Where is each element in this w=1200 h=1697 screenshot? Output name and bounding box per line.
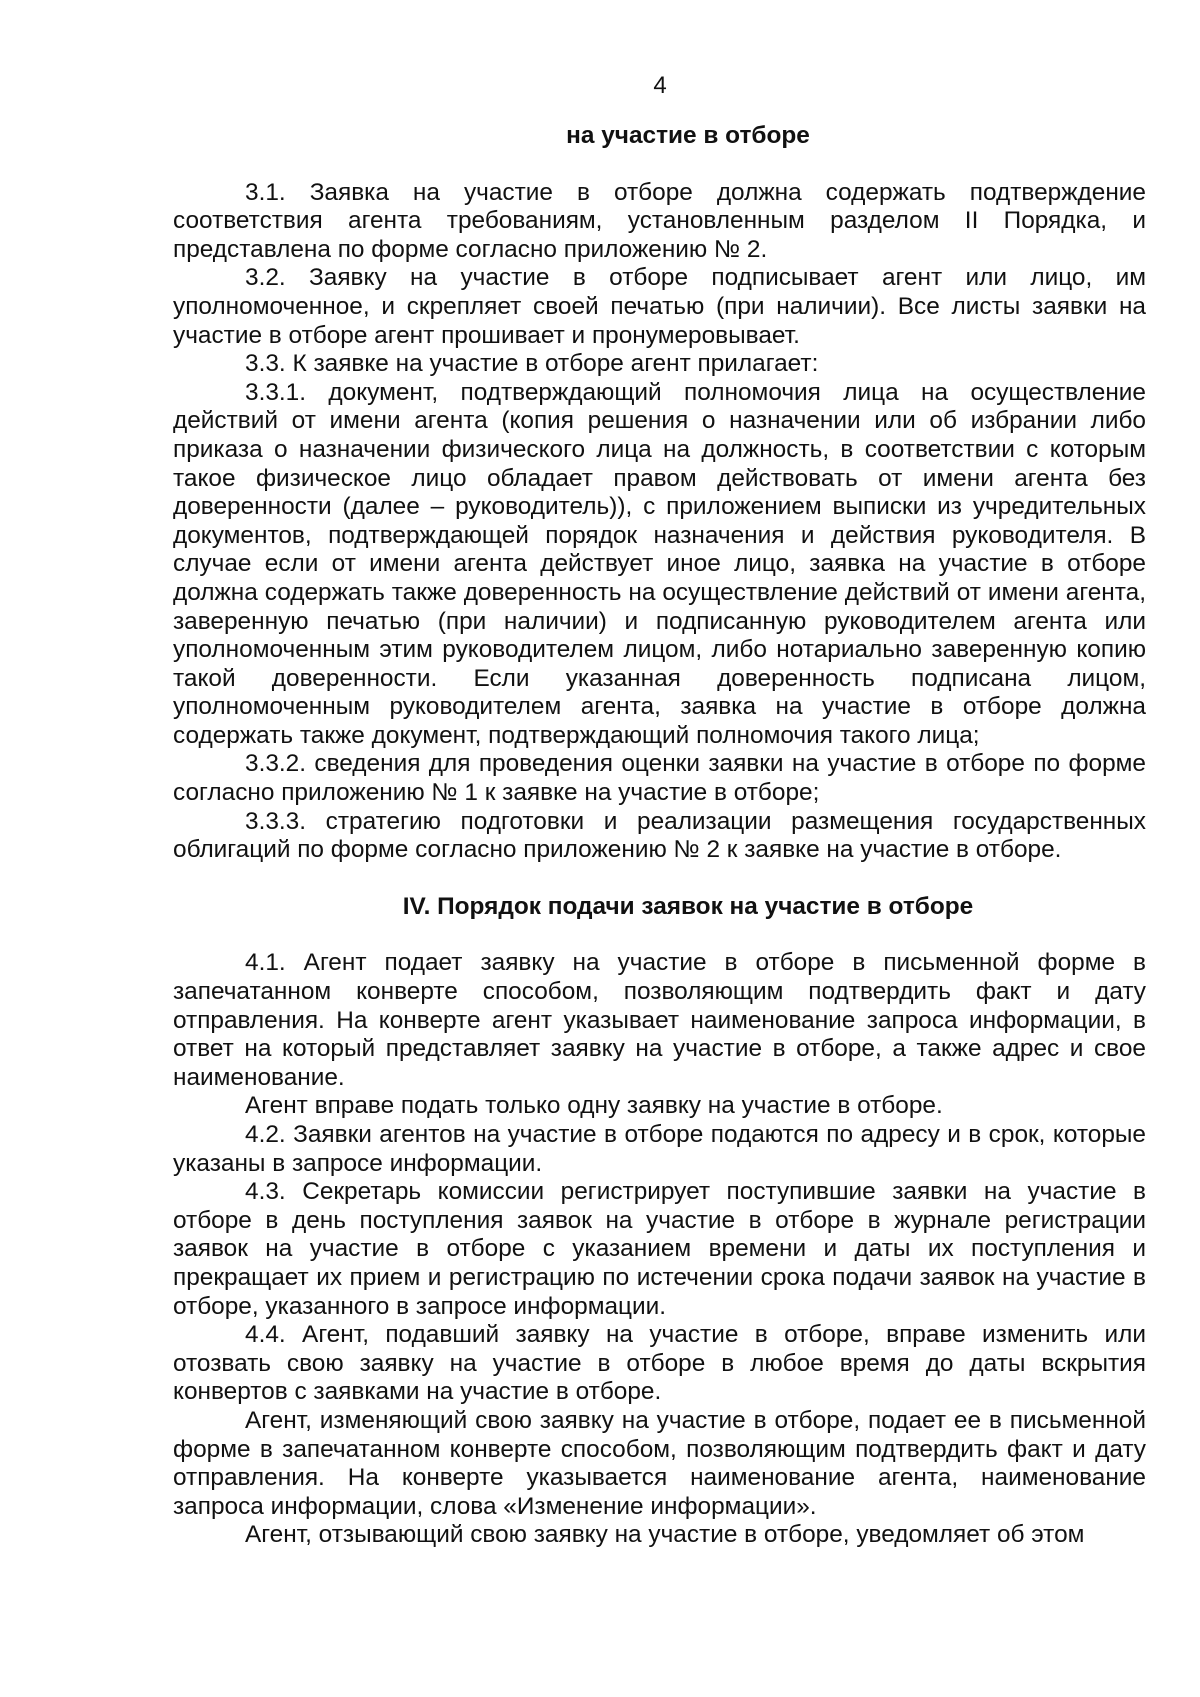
paragraph-3-3-2: 3.3.2. сведения для проведения оценки заявки на участие в отборе по форме согласно приложению № 1 к заявке на участие в отборе; (173, 750, 1146, 807)
paragraph-4-4-withdraw: Агент, отзывающий свою заявку на участие в отборе, уведомляет об этом (245, 1521, 1085, 1549)
paragraph-4-3: 4.3. Секретарь комиссии регистрирует поступившие заявки на участие в отборе в день поступления заявок на участие в отборе в журнале регистрации заявок на участие в отборе с указанием времени и даты их поступления и прекращает их прием и регистрацию по истечении срока подачи заявок на участие в отборе, указанного в запросе информации. (173, 1178, 1146, 1320)
section-3 (173, 179, 1146, 865)
paragraph-4-4: 4.4. Агент, подавший заявку на участие в отборе, вправе изменить или отозвать свою заявку на участие в отборе в любое время до даты вскрытия конвертов с заявками на участие в отборе. (173, 1321, 1146, 1406)
continued-heading: на участие в отборе (566, 122, 810, 149)
paragraph-4-4-change: Агент, изменяющий свою заявку на участие в отборе, подает ее в письменной форме в запечатанном конверте способом, позволяющим подтвердить факт и дату отправления. На конверте указывается наименование агента, наименование запроса информации, слова «Изменение информации». (173, 1406, 1146, 1520)
paragraph-3-3: 3.3. К заявке на участие в отборе агент прилагает: (245, 350, 819, 378)
page-number: 4 (653, 72, 667, 99)
section-4-heading: IV. Порядок подачи заявок на участие в отборе (402, 892, 974, 920)
section-4 (173, 949, 1146, 1549)
paragraph-4-1: 4.1. Агент подает заявку на участие в отборе в письменной форме в запечатанном конверте способом, позволяющим подтвердить факт и дату отправления. На конверте агент указывает наименование запроса информации, в ответ на который представляет заявку на участие в отборе, а также адрес и свое наименование. (173, 949, 1146, 1091)
paragraph-3-3-3: 3.3.3. стратегию подготовки и реализации размещения государственных облигаций по форме согласно приложению № 2 к заявке на участие в отборе. (173, 807, 1146, 864)
paragraph-3-3-1: 3.3.1. документ, подтверждающий полномочия лица на осуществление действий от имени агента (копия решения о назначении или об избрании либо приказа о назначении физического лица на должность, в соответствии с которым такое физическое лицо обладает правом действовать от имени агента без доверенности (далее – руководитель)), с приложением выписки из учредительных документов, подтверждающей порядок назначения и действия руководителя. В случае если от имени агента действует иное лицо, заявка на участие в отборе должна содержать также доверенность на осуществление действий от имени агента, заверенную печатью (при наличии) и подписанную руководителем агента или уполномоченным этим руководителем лицом, либо нотариально заверенную копию такой доверенности. Если указанная доверенность подписана лицом, уполномоченным руководителем агента, заявка на участие в отборе должна содержать также документ, подтверждающий полномочия такого лица; (173, 378, 1146, 749)
paragraph-4-2: 4.2. Заявки агентов на участие в отборе подаются по адресу и в срок, которые указаны в запросе информации. (173, 1121, 1146, 1177)
paragraph-4-1-note: Агент вправе подать только одну заявку на участие в отборе. (245, 1092, 943, 1120)
document-body (173, 122, 1146, 1550)
paragraph-3-1: 3.1. Заявка на участие в отборе должна содержать подтверждение соответствия агента требованиям, установленным разделом II Порядка, и представлена по форме согласно приложению № 2. (173, 178, 1146, 263)
paragraph-3-2: 3.2. Заявку на участие в отборе подписывает агент или лицо, им уполномоченное, и скрепляет своей печатью (при наличии). Все листы заявки на участие в отборе агент прошивает и пронумеровывает. (173, 264, 1146, 349)
